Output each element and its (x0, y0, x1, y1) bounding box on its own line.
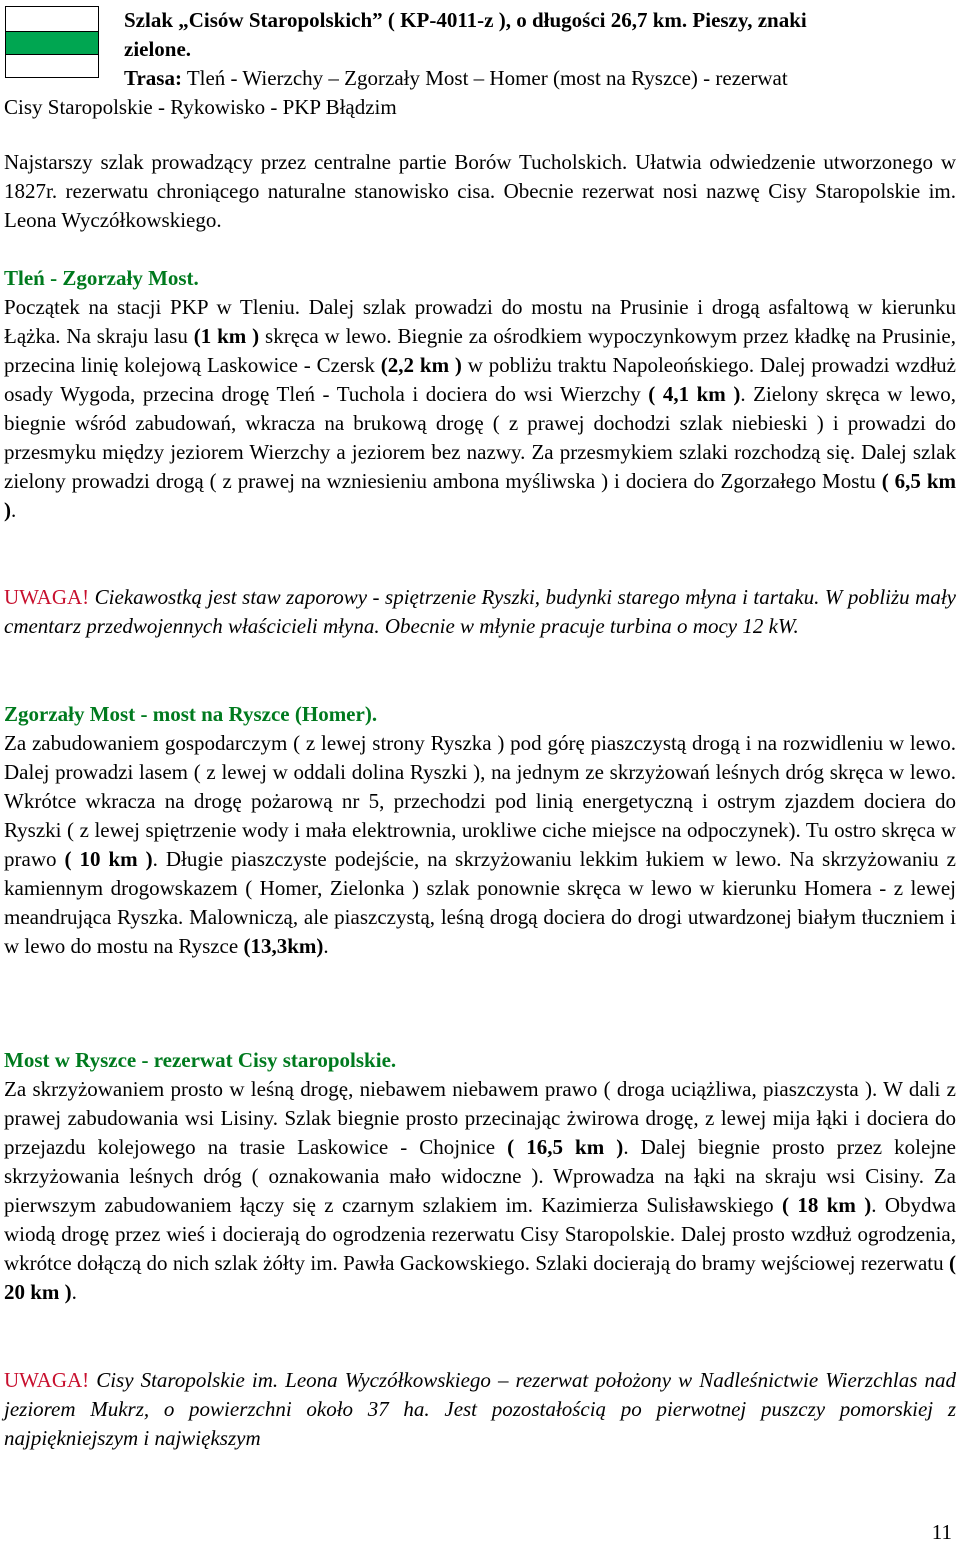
distance-marker: (2,2 km ) (380, 353, 462, 377)
intro-paragraph: Najstarszy szlak prowadzący przez centralne partie Borów Tucholskich. Ułatwia odwiedzenie utworzonego w 1827r. rezerwatu chroniącego naturalne stanowisko cisa. Obecnie rezerwat nosi nazwę Cisy Staropolskie im. Leona Wyczółkowskiego. (4, 150, 956, 232)
distance-marker: ( 4,1 km ) (648, 382, 741, 406)
intro-paragraph-block (4, 148, 956, 235)
text-run: . Dalej biegnie prosto przez kolejne skrzyżowania leśnych dróg ( oznakowania mało widoczne ). Wprowadza na łąki na skraju wsi Cisiny. Za pierwszym zabudowaniem łączy się z czarnym szlakiem im. Kazimierza Sulisławskiego (4, 1135, 956, 1217)
note-text: Ciekawostką jest staw zaporowy - spiętrzenie Ryszki, budynki starego młyna i tartaku. W pobliżu mały cmentarz przedwojennych właścicieli młyna. Obecnie w młynie pracuje turbina o mocy 12 kW. (4, 585, 956, 638)
note-label: UWAGA! (4, 1368, 90, 1392)
note-text: Cisy Staropolskie im. Leona Wyczółkowskiego – rezerwat położony w Nadleśnictwie Wierzchlas nad jeziorem Mukrz, o powierzchni około 37 ha. Jest pozostałością po pierwotnej puszczy pomorskiej z najpiękniejszym i największym (4, 1368, 956, 1450)
section-paragraph (4, 1075, 956, 1307)
distance-marker: ( 20 km ) (4, 1251, 956, 1304)
text-run: Za zabudowaniem gospodarczym ( z lewej strony Ryszka ) pod górę piaszczystą drogą i na rozwidleniu w lewo. Dalej prowadzi lasem ( z lewej w oddali dolina Ryszki ), na jednym ze skrzyżowań leśnych dróg skręca w lewo. Wkrótce wkracza na drogę pożarową nr 5, przechodzi pod linią energetyczną i ostrym zjazdem dociera do Ryszki ( z lewej spiętrzenie wody i mała elektrownia, urokliwe ciche miejsce na odpoczynek). Tu ostro skręca w prawo (4, 731, 956, 871)
section-tlen-zgorzaly (4, 264, 956, 525)
text-run: . Długie piaszczyste podejście, na skrzyżowaniu lekkim łukiem w lewo. Na skrzyżowaniu z kamiennym drogowskazem ( Homer, Zielonka ) szlak ponownie skręca w lewo w kierunku Homera - z lewej meandrująca Ryszka. Malowniczą, ale piaszczystą, leśną drogą dociera do drogi utwardzonej białym tłuczniem i w lewo do mostu na Ryszce (4, 847, 956, 958)
route-text-1: Tleń - Wierzchy – Zgorzały Most – Homer (most na Ryszce) - rezerwat (186, 66, 788, 90)
section-heading: Tleń - Zgorzały Most. (4, 266, 199, 290)
section-ryszka-rezerwat (4, 1046, 956, 1307)
distance-marker: ( 18 km ) (782, 1193, 872, 1217)
note-label: UWAGA! (4, 585, 90, 609)
section-zgorzaly-homer (4, 700, 956, 961)
section-heading: Most w Ryszce - rezerwat Cisy staropolskie. (4, 1048, 397, 1072)
text-run: . (323, 934, 329, 958)
text-run: skręca w lewo. Biegnie za ośrodkiem wypoczynkowym przez kładkę na Prusinie, przecina linię kolejową Laskowice - Czersk (4, 324, 956, 377)
trail-marker-green-stripe (6, 31, 98, 55)
distance-marker: ( 16,5 km ) (507, 1135, 624, 1159)
route-label: Trasa: (124, 66, 182, 90)
text-run: . (71, 1280, 77, 1304)
text-run: Początek na stacji PKP w Tleniu. Dalej szlak prowadzi do mostu na Prusinie i drogą asfaltową w kierunku Łążka. Na skraju lasu (4, 295, 956, 348)
text-run: . Zielony skręca w lewo, biegnie wśród zabudowań, wkracza na brukową drogę ( z prawej dochodzi szlak niebieski ) i prowadzi do przesmyku między jeziorem Wierzchy a jeziorem bez nazwy. Za przesmykiem szlaki rozchodzą się. Dalej szlak zielony prowadzi drogą ( z prawej na wzniesieniu ambona myśliwska ) i dociera do Zgorzałego Mostu (4, 382, 957, 493)
section-paragraph (4, 293, 956, 525)
text-run: Za skrzyżowaniem prosto w leśną drogę, niebawem niebawem prawo ( droga uciążliwa, piaszczysta ). W dali z prawej zabudowania wsi Lisiny. Szlak biegnie prosto przecinając żwirowa drogę, z lewej mija łąki i dociera do przejazdu kolejowego na trasie Laskowice - Chojnice (4, 1077, 956, 1159)
title-line-1: Szlak „Cisów Staropolskich” ( KP-4011-z ), o długości 26,7 km. Pieszy, znaki (124, 8, 807, 32)
route-text-2: Cisy Staropolskie - Rykowisko - PKP Błądzim (4, 95, 397, 119)
note-paragraph (4, 1366, 956, 1453)
distance-marker: (13,3km) (243, 934, 324, 958)
section-heading: Zgorzały Most - most na Ryszce (Homer). (4, 702, 378, 726)
distance-marker: (1 km ) (193, 324, 260, 348)
note-rezerwat (4, 1366, 956, 1453)
section-paragraph (4, 729, 956, 961)
note-staw (4, 583, 956, 641)
text-run: . Obydwa wiodą drogę przez wieś i docierają do ogrodzenia rezerwatu Cisy Staropolskie. Dalej prosto wzdłuż ogrodzenia, wkrótce dołączą do nich szlak żółty im. Pawła Gackowskiego. Szlaki docierają do bramy wejściowej rezerwatu (4, 1193, 956, 1275)
note-paragraph (4, 583, 956, 641)
text-run: . (11, 498, 17, 522)
text-run: w pobliżu traktu Napoleońskiego. Dalej prowadzi wzdłuż osady Wygoda, przecina drogę Tleń - Tuchola i dociera do wsi Wierzchy (4, 353, 956, 406)
route-description (4, 64, 956, 122)
distance-marker: ( 10 km ) (64, 847, 153, 871)
trail-title (124, 6, 956, 64)
distance-marker: ( 6,5 km ) (4, 469, 956, 522)
page-number: 11 (931, 1520, 952, 1544)
title-line-2: zielone. (124, 37, 192, 61)
